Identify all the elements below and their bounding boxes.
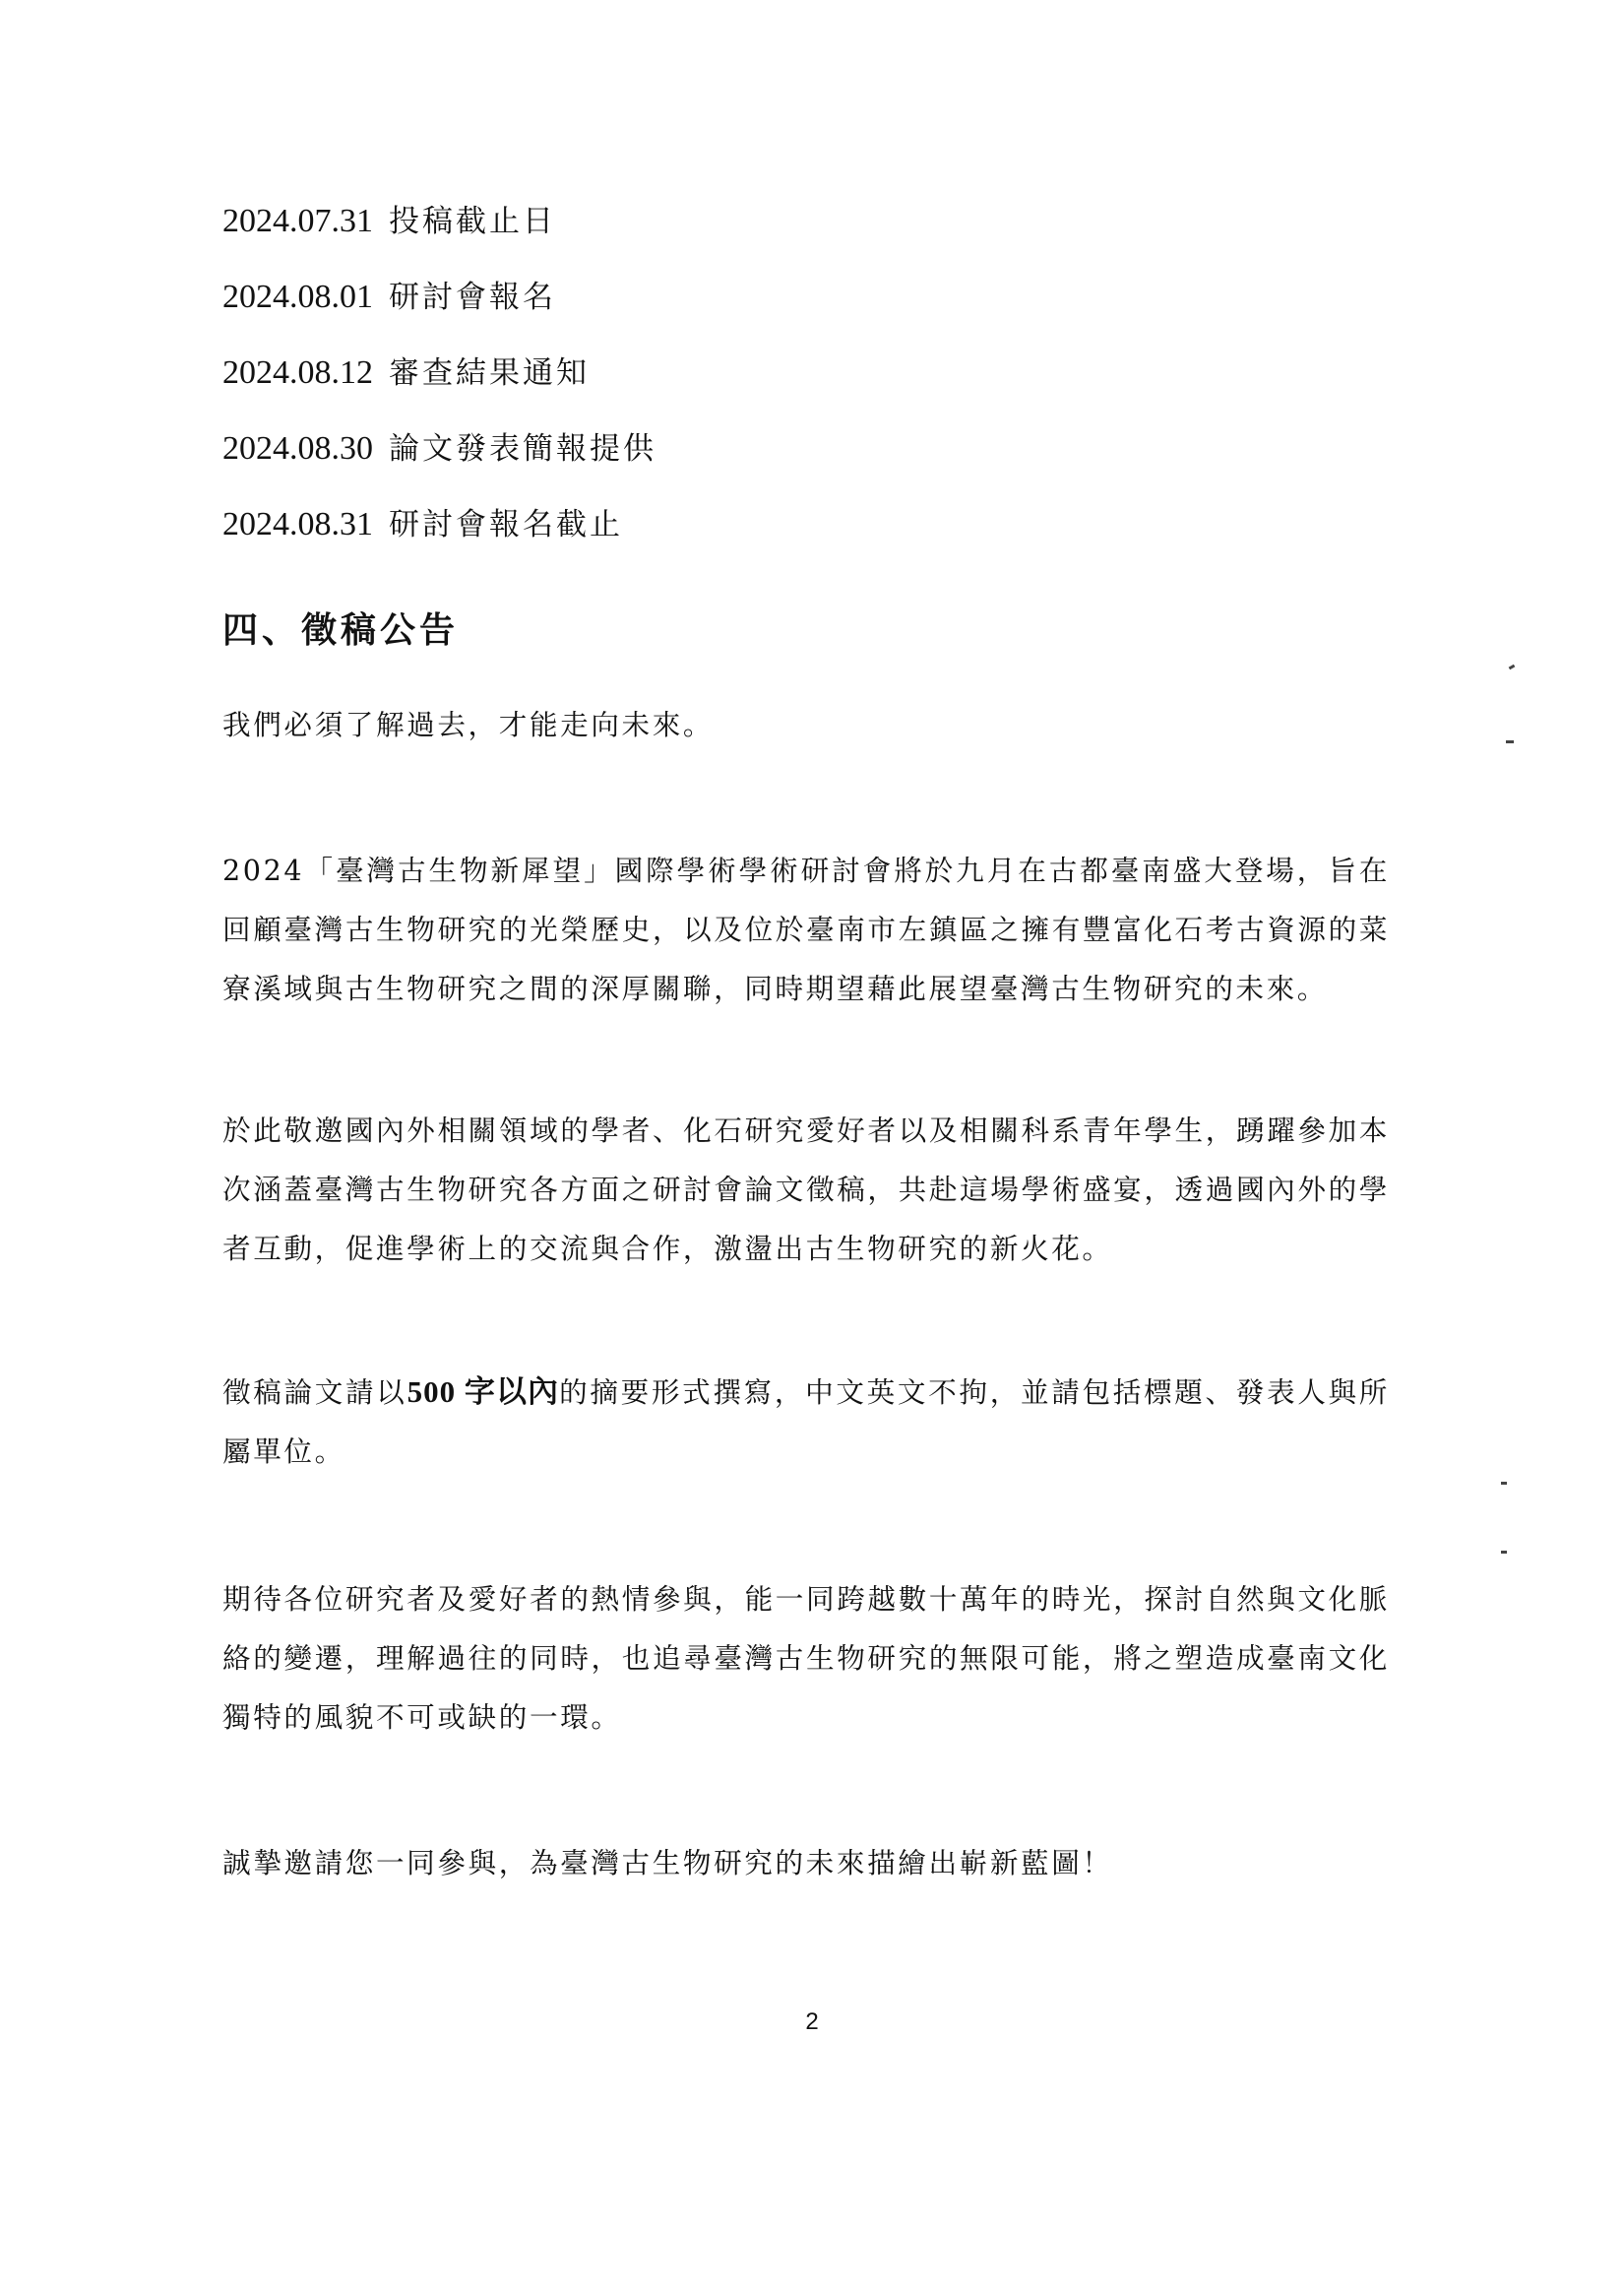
schedule-event: 研討會報名: [389, 280, 556, 315]
scan-speck: [1506, 740, 1514, 743]
section-heading: 四、徵稿公告: [222, 610, 460, 651]
schedule-date: 2024.07.31: [222, 203, 373, 239]
schedule-item: [222, 202, 556, 241]
schedule-item: [222, 505, 623, 544]
paragraph-conference: 2024「臺灣古生物新犀望」國際學術學術研討會將於九月在古都臺南盛大登場，旨在回顧臺灣古生物研究的光榮歷史，以及位於臺南市左鎮區之擁有豐富化石考古資源的菜寮溪域與古生物研究之間的深厚關聯，同時期望藉此展望臺灣古生物研究的未來。: [222, 854, 1390, 1005]
schedule-date: 2024.08.30: [222, 430, 373, 467]
scan-speck: [1509, 665, 1516, 670]
schedule-event: 審查結果通知: [389, 355, 590, 391]
paragraph-intro: 我們必須了解過去，才能走向未來。: [222, 708, 715, 741]
paragraph-closing: 誠摯邀請您一同參與，為臺灣古生物研究的未來描繪出嶄新藍圖！: [222, 1846, 1113, 1879]
schedule-event: 研討會報名截止: [389, 507, 623, 542]
schedule-item: [222, 278, 556, 317]
scan-speck: [1501, 1482, 1507, 1485]
scan-speck: [1501, 1551, 1507, 1554]
schedule-date: 2024.08.12: [222, 354, 373, 391]
schedule-date: 2024.08.01: [222, 279, 373, 315]
submission-text: 徵稿論文請以: [222, 1375, 407, 1409]
page-number: 2: [805, 2008, 819, 2035]
schedule-item: [222, 429, 656, 469]
word-limit: 500 字以內: [406, 1374, 560, 1409]
submission-text: 的摘要形式撰寫，中文英文不拘，並請包括標題、發表人與所屬單位。: [222, 1375, 1391, 1468]
paragraph-invitation: 於此敬邀國內外相關領域的學者、化石研究愛好者以及相關科系青年學生，踴躍參加本次涵蓋臺灣古生物研究各方面之研討會論文徵稿，共赴這場學術盛宴，透過國內外的學者互動，促進學術上的交流與合作，激盪出古生物研究的新火花。: [222, 1114, 1390, 1265]
schedule-event: 投稿截止日: [389, 204, 556, 239]
schedule-event: 論文發表簡報提供: [389, 431, 656, 467]
paragraph-expectation: 期待各位研究者及愛好者的熱情參與，能一同跨越數十萬年的時光，探討自然與文化脈絡的變遷，理解過往的同時，也追尋臺灣古生物研究的無限可能，將之塑造成臺南文化獨特的風貌不可或缺的一環。: [222, 1582, 1390, 1734]
schedule-date: 2024.08.31: [222, 506, 373, 542]
paragraph-submission-rules: [222, 1363, 1390, 1481]
schedule-item: [222, 353, 590, 393]
